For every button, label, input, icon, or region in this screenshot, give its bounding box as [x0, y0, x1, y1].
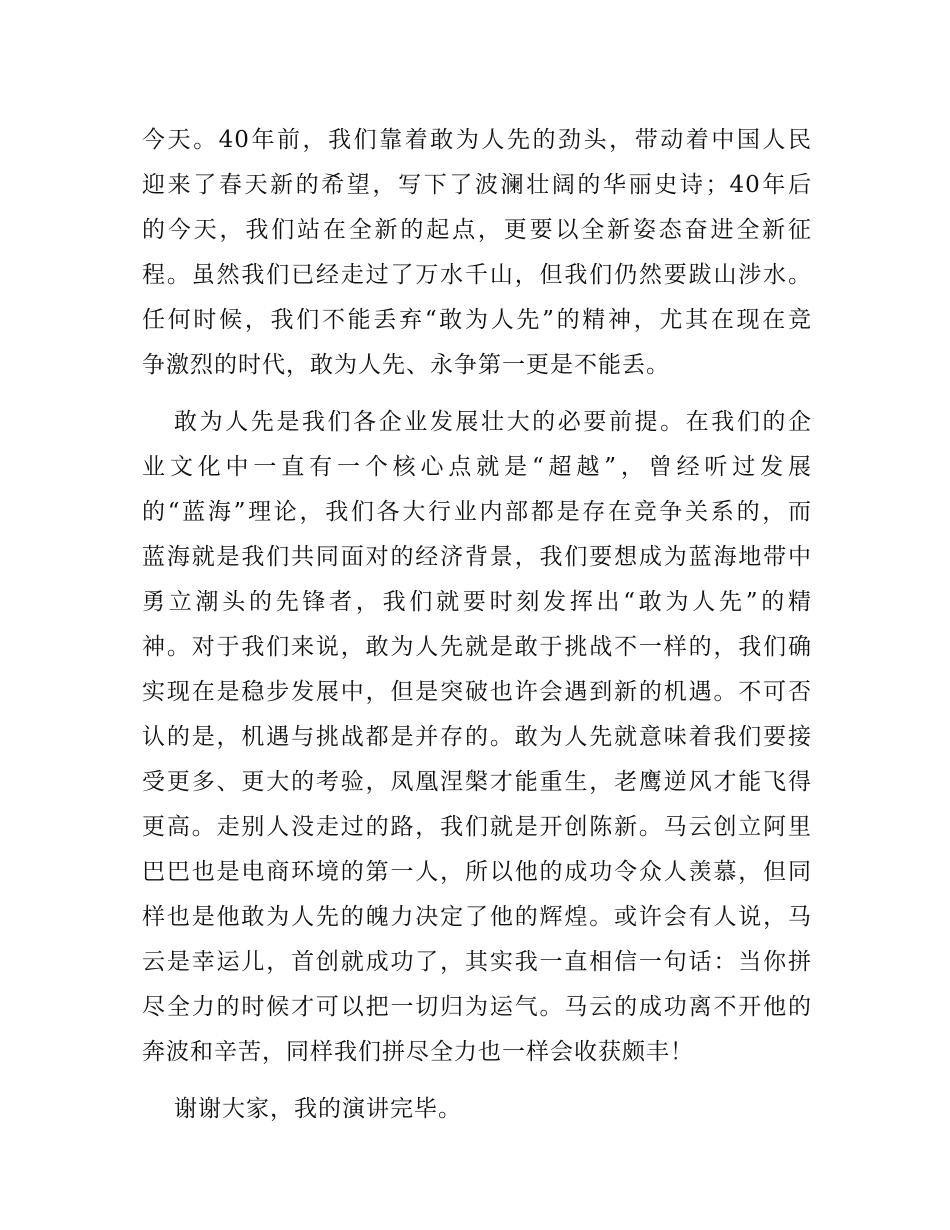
- text-line: 受更多、更大的考验，凤凰涅槃才能重生，老鹰逆风才能飞得: [142, 769, 812, 795]
- text-line: 业文化中一直有一个核心点就是“超越”，曾经听过发展: [142, 454, 812, 480]
- text-line: 敢为人先是我们各企业发展壮大的必要前提。在我们的企: [174, 409, 812, 435]
- text-line: 争激烈的时代，敢为人先、永争第一更是不能丢。: [142, 352, 670, 378]
- text-line: 任何时候，我们不能丢弃“敢为人先”的精神，尤其在现在竞: [142, 307, 812, 333]
- text-line: 更高。走别人没走过的路，我们就是开创陈新。马云创立阿里: [142, 814, 812, 840]
- text-line: 巴巴也是电商环境的第一人，所以他的成功令众人羡慕，但同: [142, 859, 812, 885]
- text-line: 的今天，我们站在全新的起点，更要以全新姿态奋进全新征: [142, 217, 812, 243]
- text-line: 奔波和辛苦，同样我们拼尽全力也一样会收获颇丰！: [142, 1039, 694, 1065]
- text-line: 勇立潮头的先锋者，我们就要时刻发挥出“敢为人先”的精: [142, 589, 812, 615]
- text-line: 实现在是稳步发展中，但是突破也许会遇到新的机遇。不可否: [142, 679, 812, 705]
- text-line: 今天。40年前，我们靠着敢为人先的劲头，带动着中国人民: [142, 127, 812, 153]
- text-line: 尽全力的时候才可以把一切归为运气。马云的成功离不开他的: [142, 994, 812, 1020]
- text-line: 迎来了春天新的希望，写下了波澜壮阔的华丽史诗；40年后: [142, 172, 812, 198]
- text-line: 程。虽然我们已经走过了万水千山，但我们仍然要跋山涉水。: [142, 262, 812, 288]
- text-line: 神。对于我们来说，敢为人先就是敢于挑战不一样的，我们确: [142, 634, 812, 660]
- paragraph-3: [142, 1087, 812, 1132]
- text-line: 认的是，机遇与挑战都是并存的。敢为人先就意味着我们要接: [142, 724, 812, 750]
- paragraph-1: [142, 118, 812, 388]
- text-line: 云是幸运儿，首创就成功了，其实我一直相信一句话：当你拼: [142, 949, 812, 975]
- text-line: 样也是他敢为人先的魄力决定了他的辉煌。或许会有人说，马: [142, 904, 812, 930]
- text-line: 蓝海就是我们共同面对的经济背景，我们要想成为蓝海地带中: [142, 544, 812, 570]
- text-line: 的“蓝海”理论，我们各大行业内部都是存在竞争关系的，而: [142, 499, 812, 525]
- document-body: [142, 118, 812, 1132]
- paragraph-2: [142, 400, 812, 1075]
- text-line: 谢谢大家，我的演讲完毕。: [174, 1096, 462, 1122]
